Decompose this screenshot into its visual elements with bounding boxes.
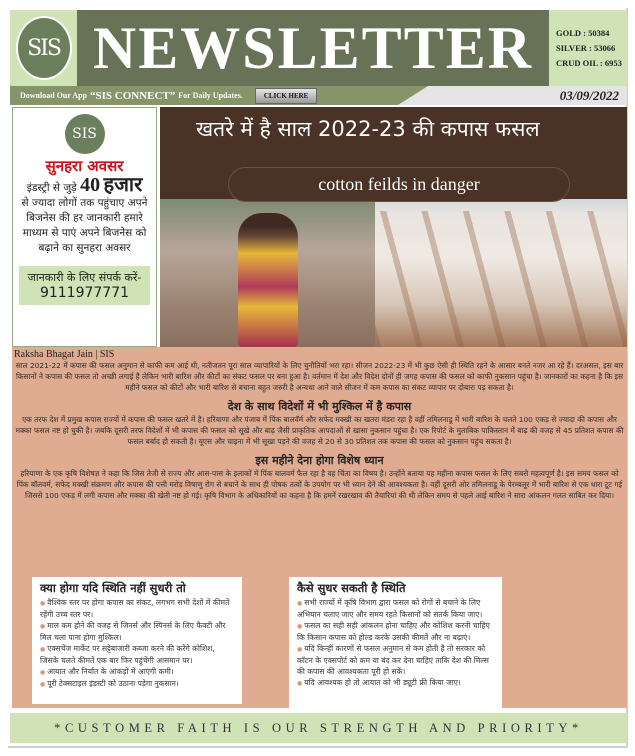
app-promo-prefix: Download Our App xyxy=(20,91,87,100)
newsletter-header xyxy=(10,10,627,86)
rate-gold: GOLD : 50384 xyxy=(556,28,610,38)
section-text: हरियाणा के एक कृषि विशेषज्ञ ने कहा कि जिस तेजी से राज्य और आस-पास के इलाकों में पिंक बालवर्म फैल रहा है वह चिंता का विषय है। उन्होंने बताया यह महीना कपास फसल के लिए सबसे महत्वपूर्ण है। इस समय फसल को पिंक बॉलवर्म, सफेद मक्खी संक्रमण और कपास की पत्ती मरोड़ विषाणु रोग से बचाने के साथ ही पोषक तत्वों के उपयोग पर भी ध्यान देने की आवश्यकता है। वहीं दूसरी ओर तमिलनाडू के पेरम्बलूर में भारी बारिश से एक धारा टूट गई जिससे 100 एकड़ में लगी कपास और मक्का की खेती नष्ट हो गई। कृषि विभाग के अधिकारियों का कहना है कि हमनें रखरखाव की तैयारियां की थी लेकिन समय से पहले आई बारिश ने सारा आंकलन गलत साबित कर दिया। xyxy=(16,469,623,500)
title-panel xyxy=(77,10,549,86)
section-heading: देश के साथ विदेशों में भी मुश्किल में है कपास xyxy=(227,400,412,413)
list-item: ● सभी राज्यों में कृषि विभाग द्वारा फसल को रोगों से बचाने के लिए अभियान चलाए जाए और समय रहते किसानों को सतर्क किया जाए। xyxy=(297,597,494,620)
article-body xyxy=(12,347,627,708)
sis-logo-icon: SIS xyxy=(65,114,105,154)
cotton-field-photo xyxy=(375,199,627,347)
box-heading: कैसे सुधर सकती है स्थिति xyxy=(297,581,406,595)
commodity-rates xyxy=(549,10,627,86)
solutions-box xyxy=(289,577,502,708)
ad-title: सुनहरा अवसर xyxy=(45,157,124,175)
list-item: ● फसल का सही सही आंकलन होना चाहिए और कोशिश करनी चाहिए कि किसान कपास को होल्ड करके उसकी कीमतें और ना बढ़ाएं। xyxy=(297,620,494,643)
section-heading: इस महीने देना होगा विशेष ध्यान xyxy=(255,454,384,467)
app-name: “SIS CONNECT” xyxy=(90,89,176,102)
ad-body: से ज्यादा लोगों तक पहुंचाए अपने बिजनेस की हर जानकारी हमारे माध्यम से पाएं अपने बिजनेस को बढ़ाने का सुनहरा अवसर xyxy=(21,197,148,254)
section-text: एक तरफ देश में प्रमुख कपास राज्यों में कपास की फसल खतरे में है। हरियाणा और पंजाब में पिंक बालवॅर्म और सफेद मक्खी का खतरा मंडरा रहा है वहीं तमिलनाडू में भारी बारिश के चलते 100 एकड़ से ज्यादा की कपास और मक्का फसल नष्ट हो चुकी है। जबकि दूसरी तरफ विदेशों में भी कपास की फसल को सूखे और बाढ़ जैसी प्राकृतिक आपदाओं से खासा नुकसान पहुंचा है। एक रिपोर्ट के मुताबिक पाकिस्तान में बाढ़ की वजह से 45 प्रतिशत कपास की फसल बर्बाद हो सकती है। यूएस और चाइना में भी सूखा पड़ने की वजह से 20 से 30 प्रतिशत तक कपास की फसल को नुकसान पहुंच सकता है। xyxy=(15,415,624,446)
app-promo xyxy=(10,86,398,105)
rate-crude-oil: CRUD OIL : 6953 xyxy=(556,58,622,68)
app-download-bar xyxy=(10,86,627,105)
sis-logo-icon: SIS xyxy=(16,16,72,80)
list-item: ● वैश्विक स्तर पर होगा कपास का संकट, लगभग सभी देशों में कीमतें रहेंगी उच्च स्तर पर। xyxy=(40,597,234,620)
advertisement-panel xyxy=(12,107,157,347)
hero-subtitle: cotton feilds in danger xyxy=(228,167,570,202)
newsletter-title: NEWSLETTER xyxy=(92,14,534,81)
consequences-box xyxy=(32,577,242,704)
article-intro: साल 2021-22 में कपास की फसल अनुमान से काफी कम आई थी, नतीजतन पूरा साल व्यापारियों के लिए चुनौतियों भरा रहा। सीजन 2022-23 में भी कुछ ऐसी ही स्थिति रहने के आसार बनते नजर आ रहे हैं। दरअसल, इस बार किसानों ने कपास की फसल तो अच्छी लगाई है लेकिन भारी बारिश और कीटों का संकट फसल पर बना हुआ है। वर्तमान में देश और विदेश दोनों ही जगह कपास की फसल को काफी नुकसान पहुंचा है। जानकारों का कहना है कि इस महीने फसल को कीटों और भारी बारिश से बचाना बहुत जरुरी है अन्यथा आने वाले सीजन में कम कपास का संकट व्यापार पर दोबारा पड़ सकता है। xyxy=(15,361,624,392)
app-promo-suffix: For Daily Updates. xyxy=(178,91,243,100)
list-item: ● माल कम होने की वजह से जिनर्स और स्पिनर्स के लिए फैक्टी और मिल चला पाना होगा मुश्किल। xyxy=(40,620,234,643)
click-here-button[interactable]: CLICK HERE xyxy=(255,88,318,104)
list-item: ● यदि आवश्यक हो तो आयात को भी ड्यूटी फ्री किया जाए। xyxy=(297,677,494,689)
ad-contact xyxy=(19,266,150,305)
contact-phone[interactable]: 9111977771 xyxy=(39,285,130,301)
rate-silver: SILVER : 53066 xyxy=(556,43,616,53)
hero-title: खतरे में है साल 2022-23 की कपास फसल xyxy=(196,117,540,141)
contact-label: जानकारी के लिए संपर्क करें- xyxy=(27,271,142,284)
ad-text: इंडस्ट्री से जुड़े 40 हजार से ज्यादा लोगों तक पहुंचाए अपने बिजनेस की हर जानकारी हमारे माध्यम से पाएं अपने बिजनेस को बढ़ाने का सुनहरा अवसर xyxy=(13,176,156,258)
box-heading: क्या होगा यदि स्थिति नहीं सुधरी तो xyxy=(40,581,186,595)
list-item: ● एक्सचेंज मार्केट पर सट्टेबाजारी कब्जा करने की करेंगे कोशिश, जिसके चलते कीमतें एक बार फिर पहुंचेंगी आसमान पर। xyxy=(40,643,234,666)
list-item: ● आयात और निर्यात के आंकड़ों में आएंगी कमी। xyxy=(40,666,234,678)
hero-banner xyxy=(160,107,627,347)
farmer-figure xyxy=(238,213,298,347)
issue-date: 03/09/2022 xyxy=(398,86,627,105)
logo-panel xyxy=(10,10,77,86)
ad-highlight-number: 40 xyxy=(80,174,101,196)
farmer-photo xyxy=(160,199,375,347)
list-item: ● पूरी टेक्सटाइल इंडस्टी को उठाना पड़ेगा नुकसान। xyxy=(40,678,234,690)
author-byline: Raksha Bhagat Jain | SIS xyxy=(14,349,115,360)
footer-tagline: *CUSTOMER FAITH IS OUR STRENGTH AND PRIORITY* xyxy=(10,713,627,743)
list-item: ● यदि किन्हीं कारणों से फसल अनुमान से कम होती है तो सरकार को कॉटन के एक्सपोर्ट को कम या बंद कर देना चाहिए ताकि देश की मिल्स की कपास की आवश्यकता पूरी हो सकें। xyxy=(297,643,494,677)
